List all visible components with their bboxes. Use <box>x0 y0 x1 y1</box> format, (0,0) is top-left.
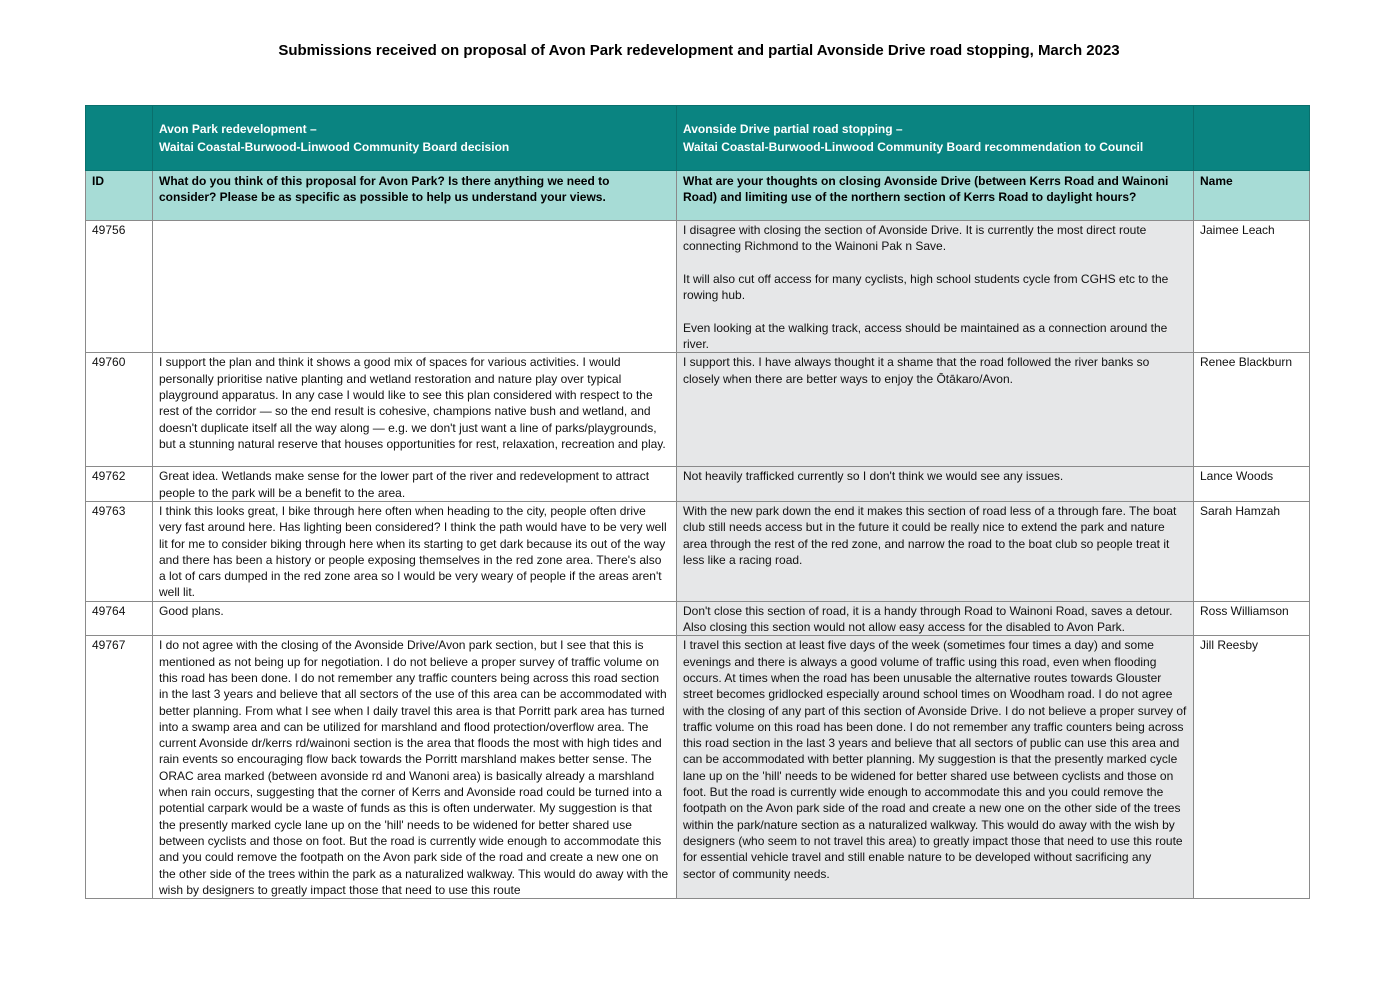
cell-road-response: Don't close this section of road, it is a handy through Road to Wainoni Road, saves a detour. Also closing this section would not allow easy access for the disabled to Avon Park. <box>677 601 1194 636</box>
column-header-id: ID <box>86 171 153 221</box>
group-header-road <box>677 106 1194 171</box>
column-header-park-question: What do you think of this proposal for Avon Park? Is there anything we need to consider? Please be as specific as possible to help us understand your views. <box>153 171 677 221</box>
group-header-park <box>153 106 677 171</box>
group-header-road-line2: Waitai Coastal-Burwood-Linwood Community Board recommendation to Council <box>683 140 1144 154</box>
cell-park-response: I do not agree with the closing of the Avonside Drive/Avon park section, but I see that this is mentioned as not being up for negotiation. I do not believe a proper survey of traffic volume on this road has been done. I do not remember any traffic counters being across this road section in the last 3 years and believe that all sectors of the use of this area can be accommodated with better planning. From what I see when I daily travel this area is that Porritt park area has turned into a swamp area and can be utilized for marshland and flood protection/overflow area. The current Avonside dr/kerrs rd/wainoni section is the area that floods the most with high tides and rain events so encouraging flow back towards the Porritt marshland makes better sense. The ORAC area marked (between avonside rd and Wanoni area) is basically already a marshland when rain occurs, suggesting that the corner of Kerrs and Avonside road could be turned into a potential carpark would be a waste of funds as this is often underwater. My suggestion is that the presently marked cycle lane up on the 'hill' needs to be widened for better shared use between cyclists and those on foot. But the road is currently wide enough to accommodate this and you could remove the footpath on the Avon park side of the road and create a new one on the other side of the trees within the park as a naturalized walkway. This would do away with the wish by designers to greatly impact those that need to use this route <box>153 636 677 899</box>
table-row <box>86 353 1310 467</box>
cell-park-response: I support the plan and think it shows a good mix of spaces for various activities. I would personally prioritise native planting and wetland restoration and nature play over typical playground apparatus. In any case I would like to see this plan considered with respect to the rest of the corridor — so the end result is cohesive, champions native bush and wetland, and doesn't duplicate itself all the way along — e.g. we don't just want a line of parks/playgrounds, but a stunning natural reserve that houses opportunities for rest, relaxation, recreation and play. <box>153 353 677 467</box>
group-header-row <box>86 106 1310 171</box>
table-row <box>86 636 1310 899</box>
cell-park-response <box>153 221 677 353</box>
column-header-road-question: What are your thoughts on closing Avonside Drive (between Kerrs Road and Wainoni Road) and limiting use of the northern section of Kerrs Road to daylight hours? <box>677 171 1194 221</box>
submissions-table <box>85 105 1310 899</box>
group-header-park-line1: Avon Park redevelopment – <box>159 122 317 136</box>
cell-name: Sarah Hamzah <box>1194 501 1310 601</box>
cell-id: 49762 <box>86 467 153 502</box>
column-header-name: Name <box>1194 171 1310 221</box>
cell-park-response: I think this looks great, I bike through here often when heading to the city, people often drive very fast around here. Has lighting been considered? I think the path would have to be very well lit for me to consider biking through here when its starting to get dark because its out of the way and there has been a history or people exposing themselves in the red zone area. There's also a lot of cars dumped in the red zone area so I would be very weary of people if the areas aren't well lit. <box>153 501 677 601</box>
table-row <box>86 221 1310 353</box>
cell-road-response: I support this. I have always thought it a shame that the road followed the river banks so closely when there are better ways to enjoy the Ōtākaro/Avon. <box>677 353 1194 467</box>
cell-name: Renee Blackburn <box>1194 353 1310 467</box>
cell-id: 49767 <box>86 636 153 899</box>
cell-park-response: Good plans. <box>153 601 677 636</box>
column-header-row <box>86 171 1310 221</box>
group-header-empty-name <box>1194 106 1310 171</box>
cell-name: Lance Woods <box>1194 467 1310 502</box>
group-header-empty <box>86 106 153 171</box>
cell-id: 49756 <box>86 221 153 353</box>
cell-road-response: I travel this section at least five days of the week (sometimes four times a day) and some evenings and there is always a good volume of traffic using this road, even when flooding occurs. At times when the road has been unusable the alternative routes towards Glouster street becomes gridlocked especially around school times on Woodham road. I do not agree with the closing of any part of this section of Avonside Drive. I do not believe a proper survey of traffic volume on this road has been done. I do not remember any traffic counters being across this road section in the last 3 years and believe that all sectors of public can use this area and can be accommodated with better planning. My suggestion is that the presently marked cycle lane up on the 'hill' needs to be widened for better shared use between cyclists and those on foot. But the road is currently wide enough to accommodate this and you could remove the footpath on the Avon park side of the road and create a new one on the other side of the trees within the park/nature section as a naturalized walkway. This would do away with the wish by designers (who seem to not travel this area) to greatly impact those that need to use this route for essential vehicle travel and still enable nature to be developed without sacrificing any sector of community needs. <box>677 636 1194 899</box>
table-row <box>86 601 1310 636</box>
cell-park-response: Great idea. Wetlands make sense for the lower part of the river and redevelopment to attract people to the park will be a benefit to the area. <box>153 467 677 502</box>
cell-road-response: Not heavily trafficked currently so I don't think we would see any issues. <box>677 467 1194 502</box>
table-row <box>86 501 1310 601</box>
cell-id: 49764 <box>86 601 153 636</box>
cell-id: 49760 <box>86 353 153 467</box>
cell-name: Ross Williamson <box>1194 601 1310 636</box>
cell-name: Jill Reesby <box>1194 636 1310 899</box>
cell-road-response: With the new park down the end it makes this section of road less of a through fare. The boat club still needs access but in the future it could be really nice to extend the park and nature area through the rest of the red zone, and narrow the road to the boat club so people treat it less like a racing road. <box>677 501 1194 601</box>
document-title: Submissions received on proposal of Avon Park redevelopment and partial Avonside Drive road stopping, March 2023 <box>278 42 1120 59</box>
group-header-park-line2: Waitai Coastal-Burwood-Linwood Community Board decision <box>159 140 510 154</box>
table-row <box>86 467 1310 502</box>
cell-name: Jaimee Leach <box>1194 221 1310 353</box>
cell-road-response: I disagree with closing the section of Avonside Drive. It is currently the most direct route connecting Richmond to the Wainoni Pak n Save. It will also cut off access for many cyclists, high school students cycle from CGHS etc to the rowing hub. Even looking at the walking track, access should be maintained as a connection around the river. <box>677 221 1194 353</box>
cell-id: 49763 <box>86 501 153 601</box>
group-header-road-line1: Avonside Drive partial road stopping – <box>683 122 903 136</box>
